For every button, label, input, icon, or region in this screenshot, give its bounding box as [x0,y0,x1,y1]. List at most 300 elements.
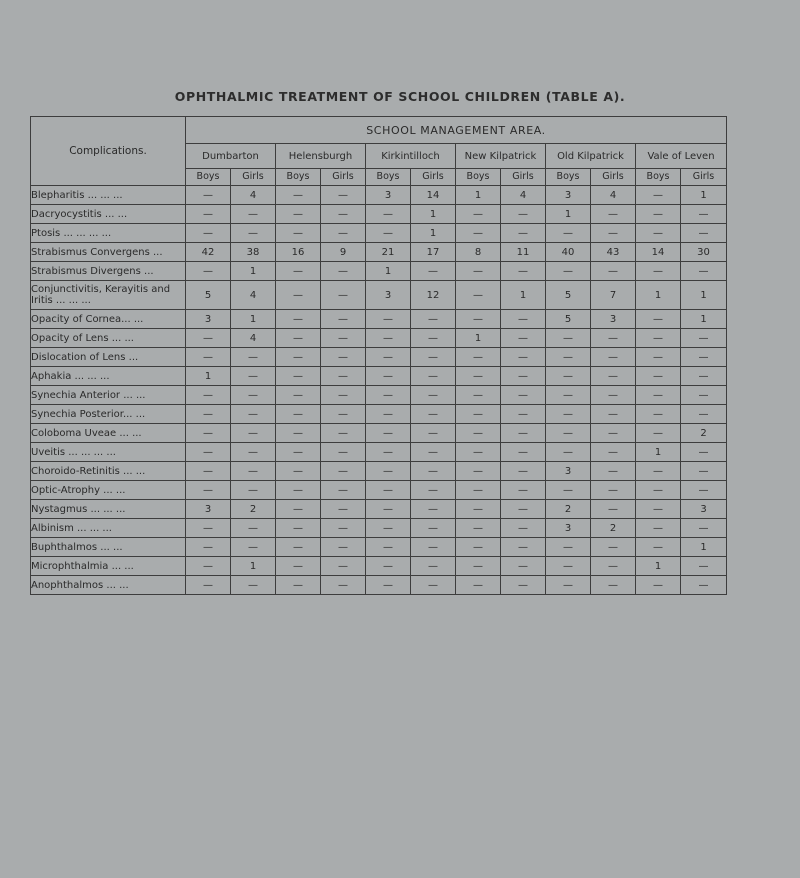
table-row [31,424,727,443]
count-cell: — [591,386,636,405]
count-cell: 7 [591,281,636,310]
count-cell: — [546,557,591,576]
count-cell: 1 [501,281,546,310]
count-cell: — [276,576,321,595]
girls-header: Girls [681,168,727,185]
ophthalmic-treatment-table [30,116,727,595]
count-cell: 1 [186,367,231,386]
count-cell: 12 [411,281,456,310]
count-cell: 2 [591,519,636,538]
count-cell: — [681,405,727,424]
count-cell: 17 [411,243,456,262]
boys-header: Boys [636,168,681,185]
count-cell: — [321,281,366,310]
complication-label: Dacryocystitis ... ... [31,205,186,224]
count-cell: — [636,186,681,205]
count-cell: 1 [411,224,456,243]
count-cell: — [501,500,546,519]
count-cell: — [636,386,681,405]
table-row [31,500,727,519]
complication-label: Conjunctivitis, Kerayitis and Iritis ... ... ... [31,281,186,310]
area-name: Helensburgh [276,144,366,168]
count-cell: — [411,576,456,595]
count-cell: — [681,443,727,462]
count-cell: — [501,462,546,481]
count-cell: — [366,462,411,481]
count-cell: — [186,348,231,367]
girls-header: Girls [501,168,546,185]
count-cell: — [591,462,636,481]
count-cell: — [636,500,681,519]
count-cell: — [681,519,727,538]
count-cell: — [636,329,681,348]
count-cell: 1 [456,186,501,205]
count-cell: — [411,424,456,443]
count-cell: — [186,329,231,348]
complication-label: Nystagmus ... ... ... [31,500,186,519]
table-row [31,329,727,348]
count-cell: — [186,481,231,500]
count-cell: — [546,405,591,424]
table-row [31,576,727,595]
complication-label: Anophthalmos ... ... [31,576,186,595]
count-cell: — [276,348,321,367]
count-cell: 42 [186,243,231,262]
count-cell: — [546,538,591,557]
count-cell: — [411,310,456,329]
count-cell: — [681,329,727,348]
count-cell: — [501,557,546,576]
table-body [31,186,727,595]
count-cell: — [366,481,411,500]
count-cell: — [366,443,411,462]
table-row [31,224,727,243]
count-cell: — [321,329,366,348]
count-cell: — [321,424,366,443]
area-name: Old Kilpatrick [546,144,636,168]
count-cell: — [591,262,636,281]
count-cell: — [276,500,321,519]
girls-header: Girls [591,168,636,185]
count-cell: — [321,519,366,538]
count-cell: — [276,538,321,557]
complication-label: Opacity of Lens ... ... [31,329,186,348]
count-cell: 5 [186,281,231,310]
count-cell: — [231,348,276,367]
count-cell: — [321,310,366,329]
count-cell: — [591,538,636,557]
boys-header: Boys [276,168,321,185]
count-cell: — [546,576,591,595]
table-row [31,538,727,557]
count-cell: — [636,405,681,424]
count-cell: 38 [231,243,276,262]
count-cell: — [276,224,321,243]
count-cell: 3 [546,519,591,538]
count-cell: — [186,205,231,224]
count-cell: — [366,367,411,386]
count-cell: — [231,386,276,405]
complication-label: Blepharitis ... ... ... [31,186,186,205]
count-cell: — [366,557,411,576]
count-cell: — [546,367,591,386]
count-cell: — [591,405,636,424]
count-cell: 30 [681,243,727,262]
girls-header: Girls [411,168,456,185]
count-cell: 16 [276,243,321,262]
count-cell: — [546,329,591,348]
count-cell: — [501,443,546,462]
count-cell: — [366,519,411,538]
count-cell: — [456,538,501,557]
count-cell: — [456,576,501,595]
count-cell: — [681,262,727,281]
count-cell: 3 [546,186,591,205]
complication-label: Uveitis ... ... ... ... [31,443,186,462]
count-cell: — [636,310,681,329]
count-cell: 3 [186,310,231,329]
count-cell: — [456,519,501,538]
count-cell: — [456,500,501,519]
count-cell: — [321,262,366,281]
count-cell: 1 [231,262,276,281]
count-cell: — [456,224,501,243]
count-cell: — [231,462,276,481]
count-cell: — [411,557,456,576]
table-row [31,481,727,500]
count-cell: 2 [681,424,727,443]
count-cell: — [681,386,727,405]
count-cell: — [501,481,546,500]
complication-label: Opacity of Cornea... ... [31,310,186,329]
count-cell: 1 [366,262,411,281]
count-cell: — [321,462,366,481]
area-header: SCHOOL MANAGEMENT AREA. [186,117,727,144]
count-cell: 3 [366,281,411,310]
count-cell: — [501,519,546,538]
count-cell: 4 [591,186,636,205]
count-cell: — [501,329,546,348]
count-cell: — [456,348,501,367]
count-cell: — [231,519,276,538]
count-cell: — [186,186,231,205]
count-cell: — [411,405,456,424]
area-name: Kirkintilloch [366,144,456,168]
count-cell: — [186,405,231,424]
count-cell: — [636,481,681,500]
count-cell: — [366,405,411,424]
count-cell: — [276,262,321,281]
count-cell: — [411,500,456,519]
girls-header: Girls [231,168,276,185]
count-cell: — [636,205,681,224]
count-cell: — [276,462,321,481]
count-cell: 21 [366,243,411,262]
table-row [31,443,727,462]
count-cell: — [411,519,456,538]
count-cell: — [456,262,501,281]
count-cell: — [546,443,591,462]
table-row [31,367,727,386]
table-row [31,462,727,481]
count-cell: — [276,186,321,205]
count-cell: 1 [231,557,276,576]
count-cell: — [636,367,681,386]
table-row [31,243,727,262]
table-row [31,281,727,310]
count-cell: — [321,205,366,224]
count-cell: — [636,424,681,443]
complication-label: Albinism ... ... ... [31,519,186,538]
count-cell: 2 [231,500,276,519]
count-cell: — [366,386,411,405]
table-row [31,405,727,424]
count-cell: 4 [231,329,276,348]
count-cell: — [366,310,411,329]
girls-header: Girls [321,168,366,185]
count-cell: — [321,557,366,576]
count-cell: — [636,462,681,481]
count-cell: 3 [546,462,591,481]
count-cell: 2 [546,500,591,519]
complication-label: Synechia Anterior ... ... [31,386,186,405]
count-cell: — [591,443,636,462]
count-cell: 40 [546,243,591,262]
count-cell: — [366,576,411,595]
table-row [31,205,727,224]
count-cell: — [591,224,636,243]
count-cell: — [636,262,681,281]
count-cell: 43 [591,243,636,262]
count-cell: — [276,519,321,538]
count-cell: — [276,405,321,424]
count-cell: — [501,424,546,443]
count-cell: 1 [681,538,727,557]
count-cell: 1 [681,281,727,310]
count-cell: — [321,538,366,557]
count-cell: 3 [591,310,636,329]
count-cell: 1 [636,443,681,462]
complication-label: Strabismus Divergens ... [31,262,186,281]
area-name: Dumbarton [186,144,276,168]
complication-label: Optic-Atrophy ... ... [31,481,186,500]
count-cell: — [231,224,276,243]
area-name: New Kilpatrick [456,144,546,168]
count-cell: — [231,405,276,424]
count-cell: — [276,386,321,405]
count-cell: — [681,348,727,367]
count-cell: — [456,405,501,424]
complication-label: Strabismus Convergens ... [31,243,186,262]
count-cell: — [456,481,501,500]
count-cell: — [681,224,727,243]
count-cell: 8 [456,243,501,262]
count-cell: — [231,538,276,557]
count-cell: 1 [681,310,727,329]
complication-label: Choroido-Retinitis ... ... [31,462,186,481]
count-cell: 3 [366,186,411,205]
count-cell: — [411,538,456,557]
page-title: OPHTHALMIC TREATMENT OF SCHOOL CHILDREN (TABLE A). [174,89,626,104]
count-cell: — [591,557,636,576]
count-cell: — [411,481,456,500]
count-cell: — [366,424,411,443]
count-cell: — [456,367,501,386]
count-cell: — [321,576,366,595]
count-cell: — [276,424,321,443]
count-cell: — [321,348,366,367]
count-cell: — [591,424,636,443]
count-cell: — [681,557,727,576]
table-row [31,310,727,329]
count-cell: — [636,519,681,538]
count-cell: — [681,576,727,595]
count-cell: — [276,205,321,224]
count-cell: — [546,424,591,443]
table-row [31,557,727,576]
table-row [31,386,727,405]
count-cell: 9 [321,243,366,262]
count-cell: — [276,310,321,329]
count-cell: — [501,348,546,367]
count-cell: — [501,405,546,424]
area-name: Vale of Leven [636,144,727,168]
count-cell: — [681,205,727,224]
count-cell: — [501,538,546,557]
count-cell: 14 [636,243,681,262]
count-cell: — [636,224,681,243]
count-cell: 1 [681,186,727,205]
count-cell: — [231,205,276,224]
count-cell: — [186,262,231,281]
count-cell: — [501,576,546,595]
count-cell: — [276,443,321,462]
count-cell: 4 [231,186,276,205]
count-cell: — [681,462,727,481]
complication-label: Buphthalmos ... ... [31,538,186,557]
count-cell: — [636,538,681,557]
count-cell: 4 [231,281,276,310]
count-cell: 1 [411,205,456,224]
count-cell: — [186,538,231,557]
count-cell: — [186,443,231,462]
count-cell: — [231,576,276,595]
count-cell: — [321,186,366,205]
count-cell: — [411,329,456,348]
count-cell: — [591,576,636,595]
count-cell: — [501,224,546,243]
count-cell: — [366,329,411,348]
count-cell: — [276,367,321,386]
count-cell: — [501,367,546,386]
count-cell: — [276,481,321,500]
count-cell: — [681,367,727,386]
count-cell: 5 [546,310,591,329]
count-cell: — [366,538,411,557]
count-cell: — [591,367,636,386]
count-cell: 1 [456,329,501,348]
count-cell: — [321,481,366,500]
count-cell: — [456,310,501,329]
count-cell: — [636,348,681,367]
count-cell: — [411,462,456,481]
count-cell: — [186,224,231,243]
count-cell: 11 [501,243,546,262]
count-cell: — [456,557,501,576]
count-cell: — [186,386,231,405]
count-cell: — [591,500,636,519]
count-cell: 1 [636,557,681,576]
count-cell: — [501,205,546,224]
count-cell: — [321,224,366,243]
count-cell: — [501,386,546,405]
count-cell: — [456,462,501,481]
count-cell: — [366,348,411,367]
boys-header: Boys [546,168,591,185]
count-cell: — [456,386,501,405]
count-cell: — [456,281,501,310]
count-cell: — [276,557,321,576]
count-cell: 3 [681,500,727,519]
count-cell: — [501,310,546,329]
count-cell: — [411,262,456,281]
complication-label: Ptosis ... ... ... ... [31,224,186,243]
complication-label: Synechia Posterior... ... [31,405,186,424]
count-cell: — [411,443,456,462]
count-cell: — [231,481,276,500]
boys-header: Boys [456,168,501,185]
count-cell: — [321,500,366,519]
count-cell: — [546,348,591,367]
count-cell: — [546,224,591,243]
count-cell: — [411,348,456,367]
count-cell: — [411,367,456,386]
complication-label: Coloboma Uveae ... ... [31,424,186,443]
table-row [31,348,727,367]
count-cell: — [591,205,636,224]
count-cell: — [366,500,411,519]
count-cell: — [231,424,276,443]
count-cell: — [546,386,591,405]
count-cell: — [186,519,231,538]
table-row [31,186,727,205]
count-cell: — [456,205,501,224]
count-cell: — [321,367,366,386]
count-cell: 14 [411,186,456,205]
count-cell: — [231,443,276,462]
count-cell: — [636,576,681,595]
count-cell: 3 [186,500,231,519]
count-cell: — [276,329,321,348]
count-cell: 4 [501,186,546,205]
count-cell: 5 [546,281,591,310]
count-cell: — [186,576,231,595]
count-cell: — [501,262,546,281]
count-cell: — [456,443,501,462]
count-cell: — [186,557,231,576]
count-cell: — [681,481,727,500]
boys-header: Boys [366,168,411,185]
table-row [31,262,727,281]
complication-label: Microphthalmia ... ... [31,557,186,576]
count-cell: — [366,224,411,243]
complication-label: Dislocation of Lens ... [31,348,186,367]
count-cell: — [276,281,321,310]
count-cell: 1 [231,310,276,329]
boys-header: Boys [186,168,231,185]
count-cell: — [231,367,276,386]
complication-label: Aphakia ... ... ... [31,367,186,386]
